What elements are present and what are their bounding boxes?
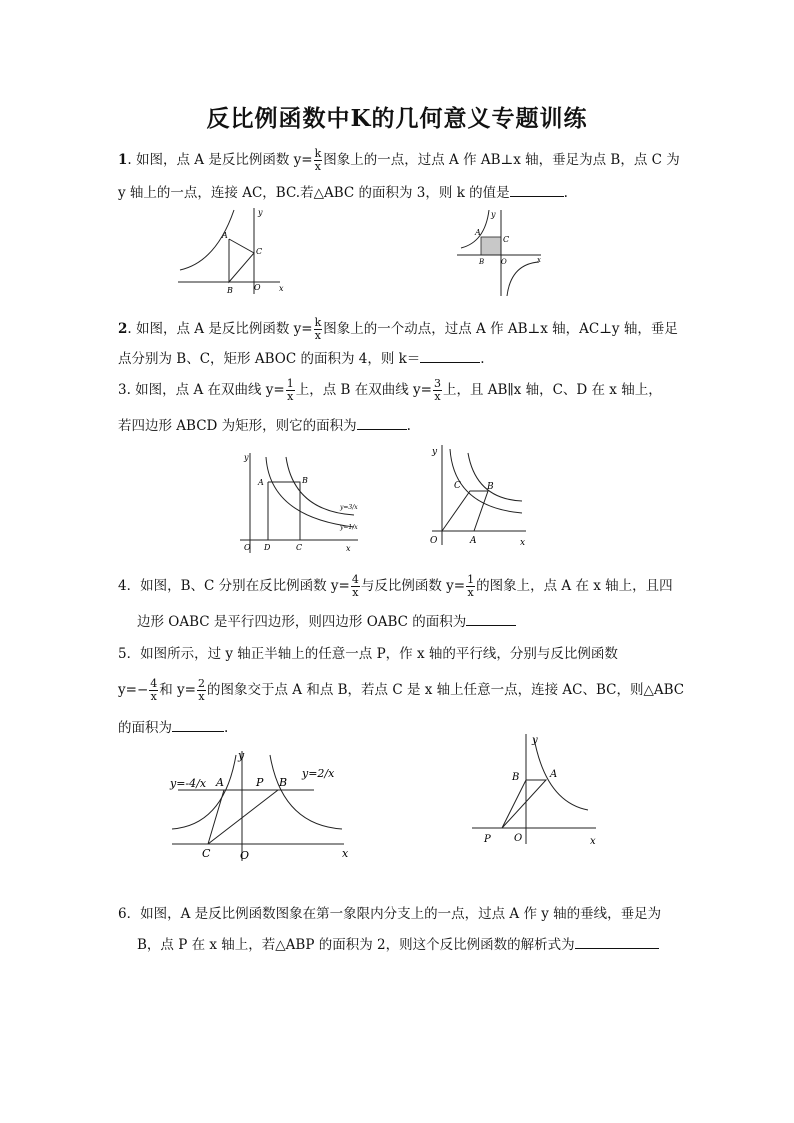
svg-text:x: x [537, 256, 541, 264]
svg-text:A: A [216, 776, 224, 789]
svg-text:y: y [244, 453, 249, 462]
svg-text:y=2/x: y=2/x [302, 767, 335, 780]
q6-line2: B，点 P 在 x 轴上，若△ABP 的面积为 2，则这个反比例函数的解析式为 [137, 935, 659, 954]
svg-text:x: x [346, 544, 351, 553]
svg-text:O: O [240, 849, 250, 862]
q1-number: 1 [118, 152, 128, 168]
q5-answer-blank[interactable] [172, 718, 224, 732]
q5-line1: 5．如图所示，过 y 轴正半轴上的任意一点 P，作 x 轴的平行线，分别与反比例函数 [118, 646, 618, 662]
figure-q1-left [176, 204, 286, 296]
svg-text:O: O [514, 833, 523, 844]
q5-fraction-2: $\frac{2}{x}$ [197, 677, 205, 703]
q1-fraction: $\frac{k}{x}$ [314, 147, 322, 173]
label-x: x [279, 284, 284, 293]
svg-text:O: O [501, 258, 507, 266]
q5-line3: 的面积为 . [118, 720, 229, 736]
q4-fraction-2: $\frac{1}{x}$ [467, 573, 475, 599]
figure-q5 [166, 745, 352, 863]
q5-fraction-1: $\frac{4}{x}$ [150, 677, 158, 703]
label-c: C [256, 247, 263, 256]
q1-answer-blank[interactable] [510, 183, 564, 197]
svg-text:C: C [454, 481, 461, 491]
q1-line1 [118, 148, 680, 173]
svg-text:O: O [244, 543, 251, 552]
q6-answer-blank[interactable] [575, 935, 659, 949]
figure-q4 [424, 441, 530, 549]
q5-line2: y=− $\frac{4}{x}$ 和 y= $\frac{2}{x}$ 的图象交于点 A 和点 B，若点 C 是 x 轴上任意一点，连接 AC、BC，则△ABC [118, 677, 685, 703]
q3-fraction-2: $\frac{3}{x}$ [433, 377, 441, 403]
q3-answer-blank[interactable] [357, 416, 407, 430]
page-title: 反比例函数中K的几何意义专题训练 [206, 105, 588, 132]
svg-text:y=1/x: y=1/x [340, 524, 358, 531]
svg-text:x: x [342, 847, 349, 860]
svg-text:P: P [256, 776, 264, 789]
svg-text:y: y [532, 735, 538, 746]
svg-text:B: B [512, 772, 520, 783]
label-o: O [254, 283, 261, 292]
svg-text:C: C [296, 543, 303, 552]
svg-text:y: y [238, 749, 245, 762]
q1-text-b: 图象上的一点，过点 A 作 AB⊥x 轴，垂足为点 B，点 C 为 [323, 152, 680, 168]
svg-text:x: x [590, 836, 596, 847]
q1-text-a: . 如图，点 A 是反比例函数 y= [127, 152, 313, 168]
svg-text:C: C [503, 235, 510, 244]
q2-fraction: $\frac{k}{x}$ [314, 316, 322, 342]
svg-text:B: B [302, 476, 308, 485]
svg-text:A: A [258, 478, 264, 487]
svg-text:y=3/x: y=3/x [340, 504, 358, 511]
svg-text:O: O [430, 536, 438, 546]
svg-text:x: x [520, 538, 526, 548]
q4-fraction-1: $\frac{4}{x}$ [351, 573, 359, 599]
hyperbola-branch [180, 210, 234, 270]
svg-text:B: B [479, 258, 485, 266]
q4-answer-blank[interactable] [466, 612, 516, 626]
svg-text:y=-4/x: y=-4/x [170, 777, 207, 790]
svg-text:A: A [475, 228, 481, 237]
label-a: A [222, 231, 228, 240]
label-b: B [227, 286, 233, 295]
svg-text:P: P [484, 834, 491, 845]
q4-line2: 边形 OABC 是平行四边形，则四边形 OABC 的面积为 [137, 612, 516, 631]
shaded-rectangle [481, 237, 501, 255]
svg-text:D: D [264, 543, 271, 552]
q2-line2: 点分别为 B、C，矩形 ABOC 的面积为 4，则 k＝ . [118, 351, 485, 367]
q3-line2: 若四边形 ABCD 为矩形，则它的面积为 . [118, 418, 411, 434]
q6-line1: 6．如图，A 是反比例函数图象在第一象限内分支上的一点，过点 A 作 y 轴的垂线，垂足为 [118, 906, 662, 922]
q2-line1: 2. 如图，点 A 是反比例函数 y= $\frac{k}{x}$ 图象上的一个动点，过点 A 作 AB⊥x 轴，AC⊥y 轴，垂足 [118, 316, 678, 342]
q3-fraction-1: $\frac{1}{x}$ [286, 377, 294, 403]
triangle-abc [229, 239, 254, 282]
svg-text:A: A [550, 769, 558, 780]
label-y: y [258, 208, 263, 217]
figure-q6 [470, 730, 602, 848]
svg-text:B: B [487, 482, 494, 492]
svg-text:y: y [432, 447, 438, 457]
figure-q3 [238, 449, 366, 557]
svg-text:y: y [491, 210, 496, 219]
q3-line1: 3. 如图，点 A 在双曲线 y= $\frac{1}{x}$ 上，点 B 在双曲线 y= $\frac{3}{x}$ 上，且 AB∥x 轴，C、D 在 x 轴上， [118, 377, 662, 403]
figure-q1-right [455, 206, 547, 298]
svg-text:A: A [470, 536, 477, 546]
q1-line2: y 轴上的一点，连接 AC，BC.若△ABC 的面积为 3，则 k 的值是 . [118, 185, 568, 201]
q2-answer-blank[interactable] [420, 349, 480, 363]
svg-text:B: B [279, 776, 288, 789]
svg-text:C: C [202, 847, 211, 860]
q4-line1: 4．如图，B、C 分别在反比例函数 y= $\frac{4}{x}$ 与反比例函数 y= $\frac{1}{x}$ 的图象上，点 A 在 x 轴上，且四 [118, 573, 673, 599]
